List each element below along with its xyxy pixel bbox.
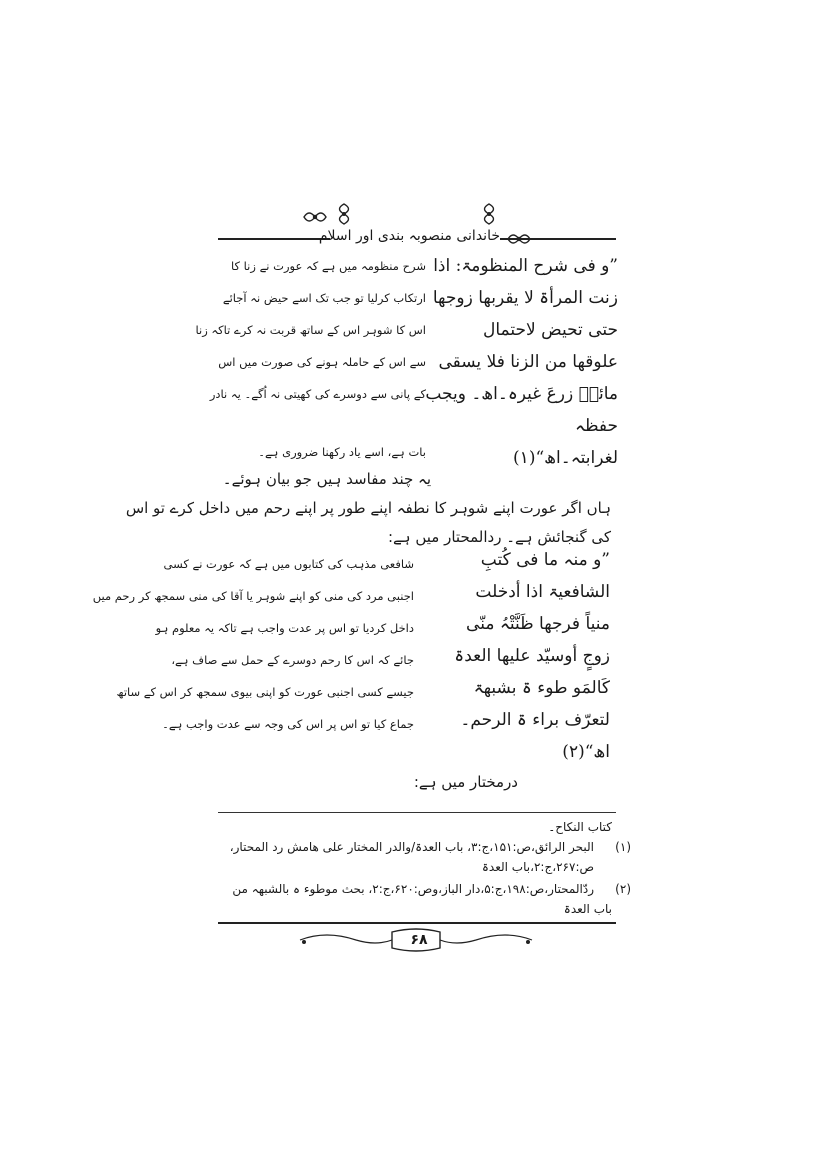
arabic-quote-2 xyxy=(454,544,610,768)
arabic-line: علوقھا من الزنا فلا یسقی xyxy=(438,352,618,372)
footnote-1-line-2: ص:۲۶۷،ج:۲،باب العدۃ xyxy=(481,860,594,874)
urdu-translation-1-end xyxy=(258,436,426,468)
arabic-line: منیاً فرجھا ظَنَّتْہُ منّی xyxy=(466,614,610,634)
urdu-line: اجنبی مرد کی منی کو اپنے شوہر یا آقا کی منی سمجھ کر رحم میں xyxy=(92,589,414,603)
closing-line: درمختار میں ہے: xyxy=(413,773,518,791)
urdu-line: کے پانی سے دوسرے کی کھیتی نہ اُگے۔ یہ نادر xyxy=(209,387,426,401)
urdu-line: بات ہے، اسے یاد رکھنا ضروری ہے۔ xyxy=(258,445,426,459)
urdu-line: جماع کیا تو اس پر اس کی وجہ سے عدت واجب ہے۔ xyxy=(162,717,414,731)
footer-rule xyxy=(218,922,616,924)
arabic-line: حتی تحیض لاحتمال xyxy=(483,320,618,340)
urdu-line: جائے کہ اس کا رحم دوسرے کے حمل سے صاف ہے، xyxy=(171,653,414,667)
arabic-line: ”و منہ ما فی کُتبِ xyxy=(480,550,610,570)
arabic-quote-1 xyxy=(425,250,618,474)
urdu-line: داخل کردیا تو اس پر عدت واجب ہے تاکہ یہ معلوم ہو xyxy=(155,621,414,635)
body-paragraph xyxy=(126,465,611,552)
running-header-title: خاندانی منصوبہ بندی اور اسلام xyxy=(318,228,500,244)
arabic-line: اھ“(۲) xyxy=(562,742,610,762)
footnote-2-line-1: ردّالمحتار،ص:۱۹۸،ج:۵،دار الباز،وص:۶۲۰،ج:۲، بحث موطوء ہ بالشبھہ من xyxy=(232,882,594,896)
urdu-line: جیسے کسی اجنبی عورت کو اپنی بیوی سمجھ کر اس کے ساتھ xyxy=(116,685,414,699)
arabic-line: زنت المرأۃ لا یقربھا زوجھا xyxy=(432,288,618,308)
footnote-separator xyxy=(218,812,616,813)
floral-ornament-icon xyxy=(506,230,532,248)
footnote-1-line-1: البحر الرائق،ص:۱۵۱،ج:۳، باب العدۃ/والدر المختار علی ھامش رد المحتار، xyxy=(229,840,594,854)
body-line: ہاں اگر عورت اپنے شوہر کا نطفہ اپنے طور پر اپنے رحم میں داخل کرے تو اس xyxy=(125,499,611,517)
urdu-line: اس کا شوہر اس کے ساتھ قربت نہ کرے تاکہ زنا xyxy=(195,323,426,337)
floral-ornament-icon xyxy=(302,208,328,226)
arabic-line: حفظہ xyxy=(574,416,618,436)
arabic-line: لتعرّف براء ۃ الرحم۔ xyxy=(460,710,610,730)
arabic-line: لغرابتہ۔اھ“(۱) xyxy=(513,448,618,468)
body-line: یہ چند مفاسد ہیں جو بیان ہوئے۔ xyxy=(222,470,431,488)
page-number: ۶۸ xyxy=(410,932,428,948)
urdu-translation-1 xyxy=(196,250,427,410)
arabic-line: الشافعیۃ اذا أدخلت xyxy=(475,582,610,602)
arabic-line: ”و فی شرح المنظومۃ: اذا xyxy=(433,256,618,276)
body-line: کی گنجائش ہے۔ ردالمحتار میں ہے: xyxy=(387,528,611,546)
footnote-marker: (۲) xyxy=(615,882,631,896)
urdu-line: سے اس کے حاملہ ہونے کی صورت میں اس xyxy=(218,355,426,369)
floral-ornament-icon xyxy=(333,202,355,226)
urdu-line: ارتکاب کرلیا تو جب تک اسے حیض نہ آجائے xyxy=(222,291,426,305)
urdu-translation-2 xyxy=(93,548,414,740)
header-rule-left xyxy=(218,238,330,240)
arabic-line: زوجٍ أوسیّد علیھا العدۃ xyxy=(454,646,610,666)
arabic-line: مائہٗ زرعَ غیرہ۔اھ۔ ویجب xyxy=(425,384,618,404)
floral-ornament-icon xyxy=(478,202,500,226)
footnote-2-line-2: باب العدۃ xyxy=(563,902,612,916)
arabic-line: کَالمَو طوء ۃ بشبھۃ xyxy=(473,678,610,698)
footnote-marker: (۱) xyxy=(615,840,631,854)
urdu-line: شافعی مذہب کی کتابوں میں ہے کہ عورت نے کسی xyxy=(163,557,414,571)
urdu-line: شرح منظومہ میں ہے کہ عورت نے زنا کا xyxy=(231,259,426,273)
footnote-heading: کتاب النکاح۔ xyxy=(548,820,612,834)
